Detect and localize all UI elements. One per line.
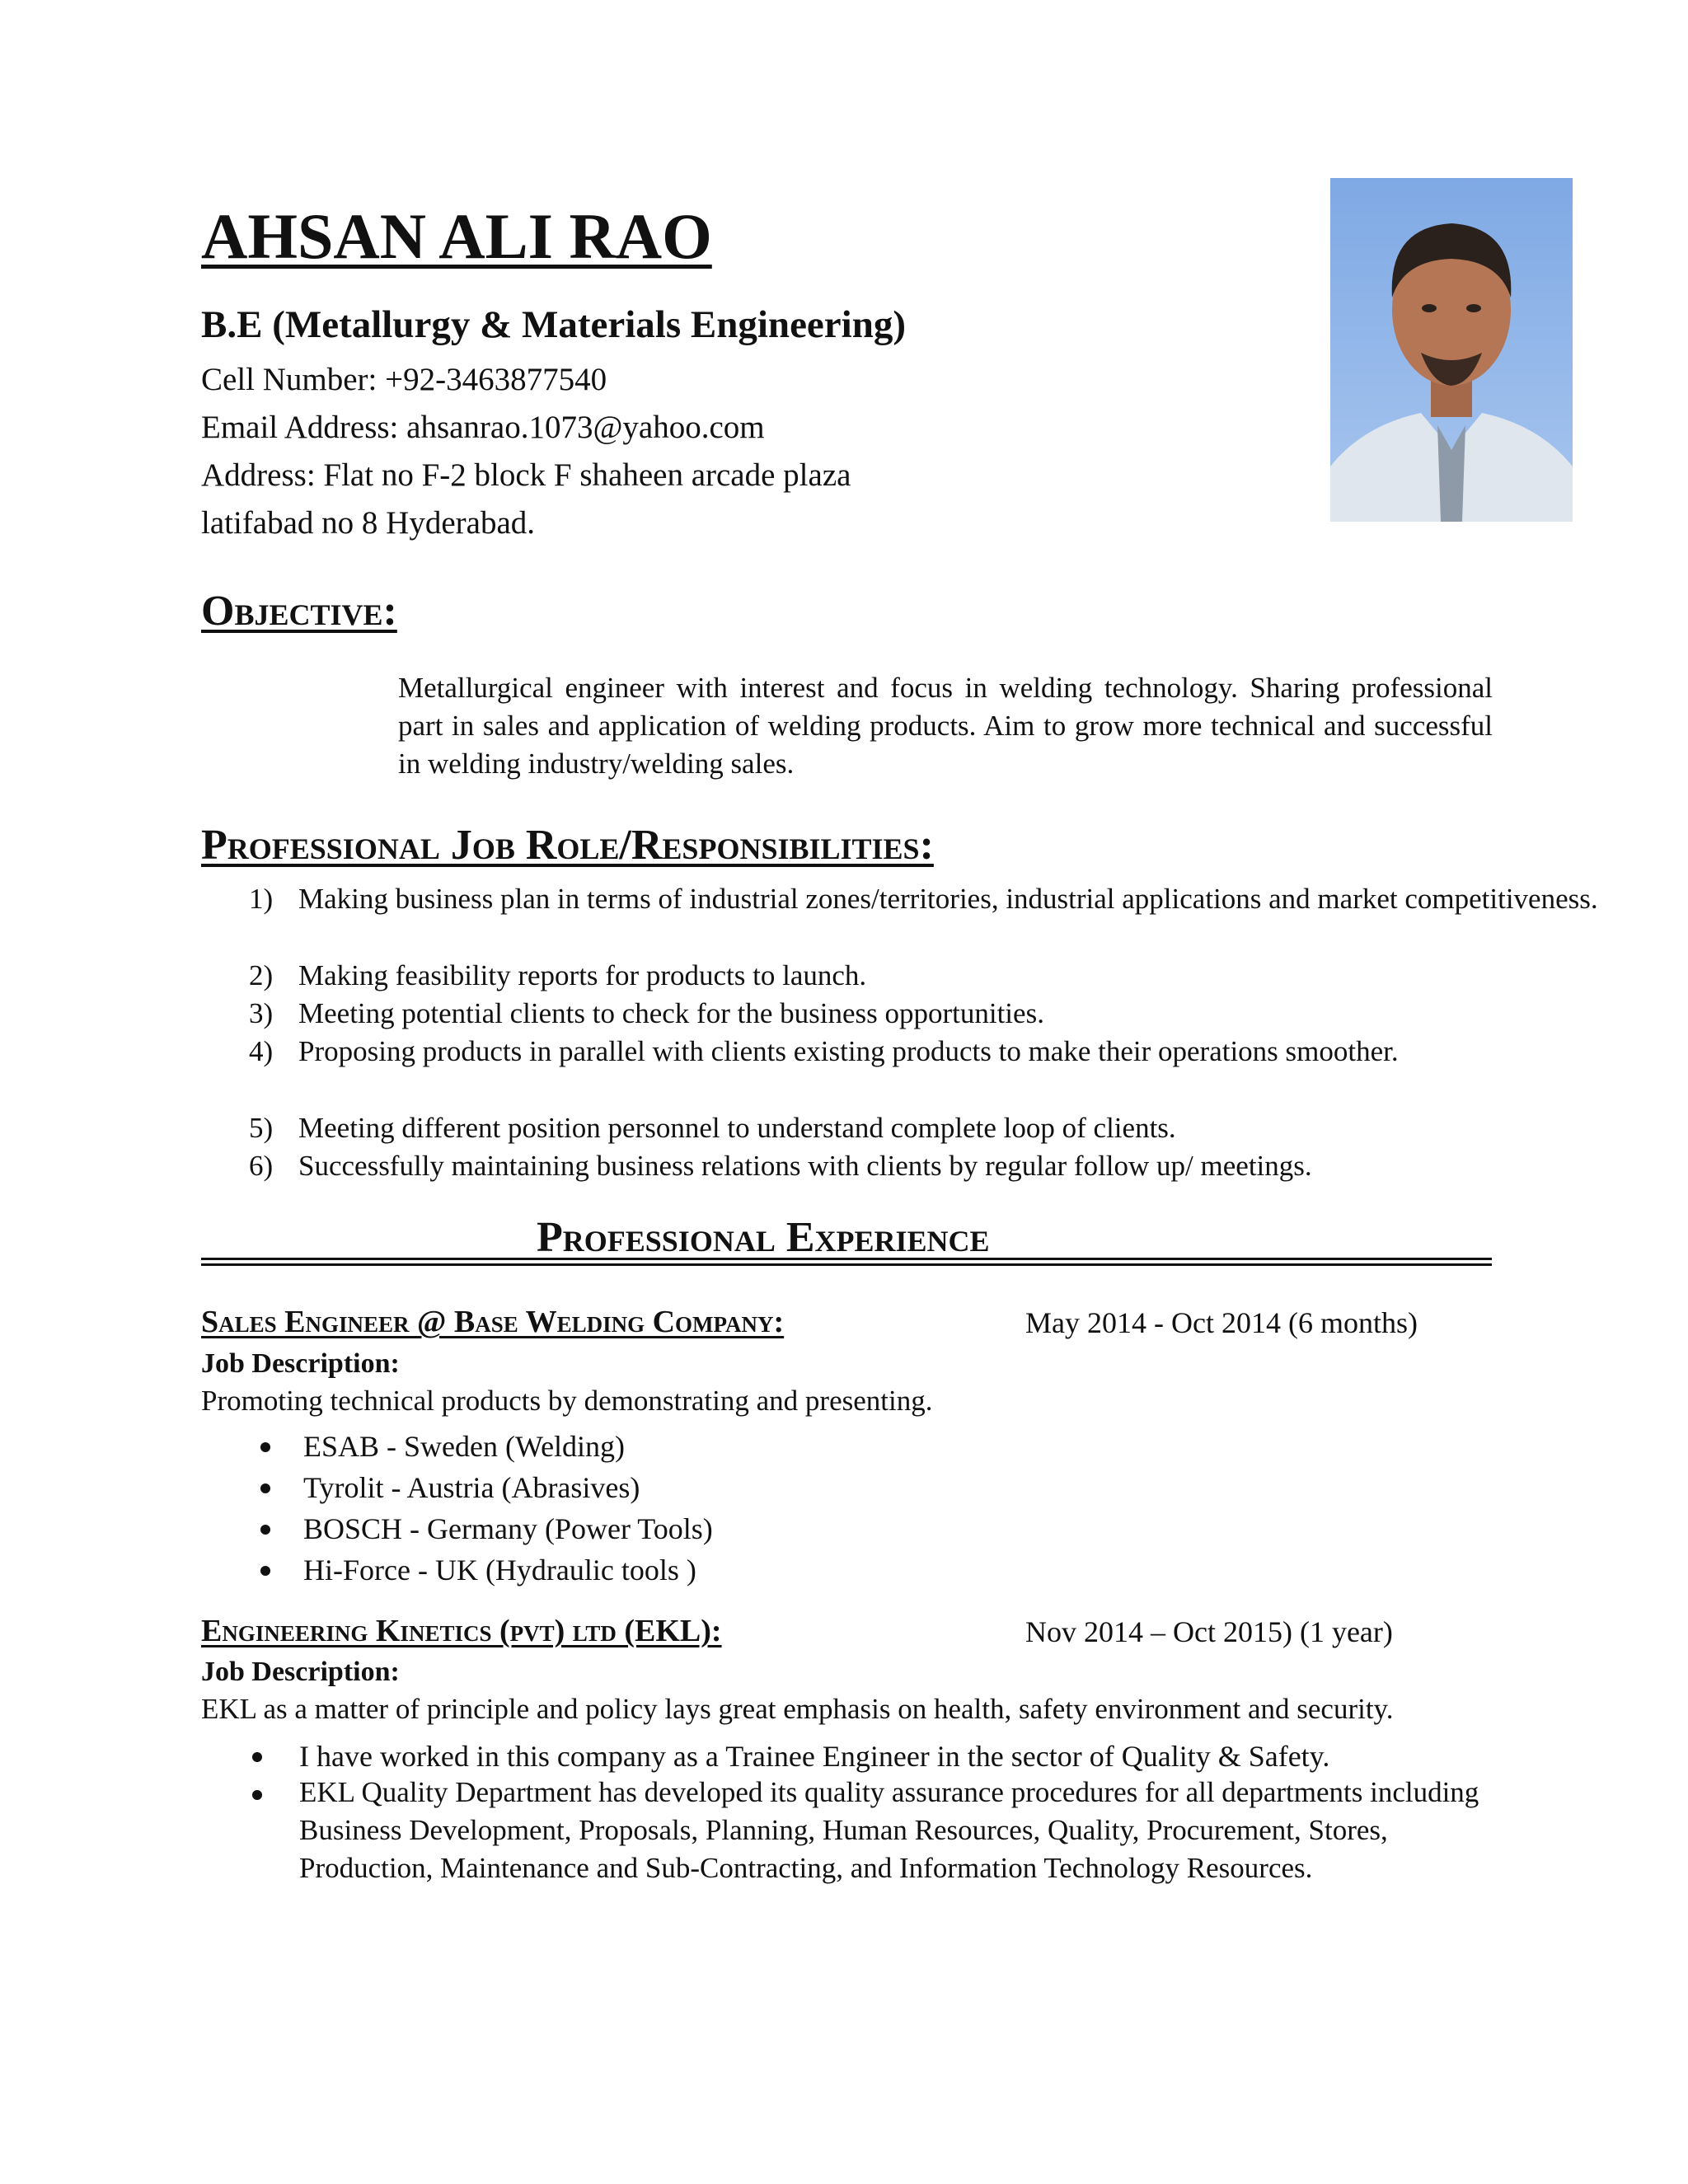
degree: B.E (Metallurgy & Materials Engineering) bbox=[201, 303, 906, 346]
job-description-text: Promoting technical products by demonstrating and presenting. bbox=[201, 1385, 933, 1417]
bullet-icon bbox=[252, 1752, 262, 1762]
section-divider bbox=[201, 1258, 1492, 1260]
list-text: Making feasibility reports for products to launch. bbox=[298, 959, 867, 991]
bullet-text: BOSCH - Germany (Power Tools) bbox=[303, 1512, 713, 1545]
job-description-label: Job Description: bbox=[201, 1348, 400, 1379]
list-text: Meeting different position personnel to understand complete loop of clients. bbox=[298, 1112, 1176, 1144]
job-period: Nov 2014 – Oct 2015) (1 year) bbox=[1025, 1615, 1393, 1648]
objective-heading: Objective: bbox=[201, 588, 397, 635]
bullet-icon bbox=[260, 1483, 270, 1493]
cell-number: Cell Number: +92-3463877540 bbox=[201, 362, 607, 397]
bullet-icon bbox=[260, 1442, 270, 1452]
bullet-text: Tyrolit - Austria (Abrasives) bbox=[303, 1471, 640, 1504]
address-line-2: latifabad no 8 Hyderabad. bbox=[201, 505, 536, 541]
list-text: Proposing products in parallel with clients existing products to make their operations smoother. bbox=[298, 1035, 1399, 1067]
experience-heading: Professional Experience bbox=[537, 1214, 990, 1261]
email-address: Email Address: ahsanrao.1073@yahoo.com bbox=[201, 410, 765, 445]
list-number: 5) bbox=[249, 1112, 274, 1144]
job-description-text: EKL as a matter of principle and policy lays great emphasis on health, safety environment and security. bbox=[201, 1693, 1394, 1725]
profile-photo bbox=[1330, 178, 1573, 522]
list-text: Successfully maintaining business relations with clients by regular follow up/ meetings. bbox=[298, 1150, 1312, 1182]
bullet-text: I have worked in this company as a Trainee Engineer in the sector of Quality & Safety. bbox=[299, 1740, 1330, 1773]
list-number: 1) bbox=[249, 883, 274, 915]
objective-text: Metallurgical engineer with interest and focus in welding technology. Sharing professional part in sales and application of welding products. Aim to grow more technical and successful in welding industry/welding sales. bbox=[398, 672, 1493, 780]
bullet-text: ESAB - Sweden (Welding) bbox=[303, 1430, 626, 1463]
list-text: Making business plan in terms of industrial zones/territories, industrial applications and market competitiveness. bbox=[298, 883, 1598, 915]
job-description-label: Job Description: bbox=[201, 1657, 400, 1687]
bullet-icon bbox=[252, 1790, 262, 1800]
bullet-text: EKL Quality Department has developed its quality assurance procedures for all departments including Business Development, Proposals, Planning, Human Resources, Quality, Procurement, Stores, Production, Maintenance and Sub-Contracting, and Information Technology Resources. bbox=[299, 1776, 1479, 1884]
bullet-icon bbox=[260, 1525, 270, 1535]
section-divider bbox=[201, 1263, 1492, 1266]
job-period: May 2014 - Oct 2014 (6 months) bbox=[1025, 1306, 1418, 1339]
candidate-name: AHSAN ALI RAO bbox=[201, 200, 712, 272]
list-number: 3) bbox=[249, 997, 274, 1029]
list-number: 6) bbox=[249, 1150, 274, 1182]
list-text: Meeting potential clients to check for the business opportunities. bbox=[298, 997, 1044, 1029]
responsibilities-heading: Professional Job Role/Responsibilities: bbox=[201, 822, 934, 869]
address-line-1: Address: Flat no F-2 block F shaheen arcade plaza bbox=[201, 457, 851, 493]
list-number: 4) bbox=[249, 1035, 274, 1067]
job-title: Sales Engineer @ Base Welding Company: bbox=[201, 1305, 785, 1339]
bullet-text: Hi-Force - UK (Hydraulic tools ) bbox=[303, 1554, 696, 1586]
list-number: 2) bbox=[249, 959, 274, 991]
job-title: Engineering Kinetics (pvt) ltd (EKL): bbox=[201, 1614, 722, 1648]
bullet-icon bbox=[260, 1566, 270, 1576]
